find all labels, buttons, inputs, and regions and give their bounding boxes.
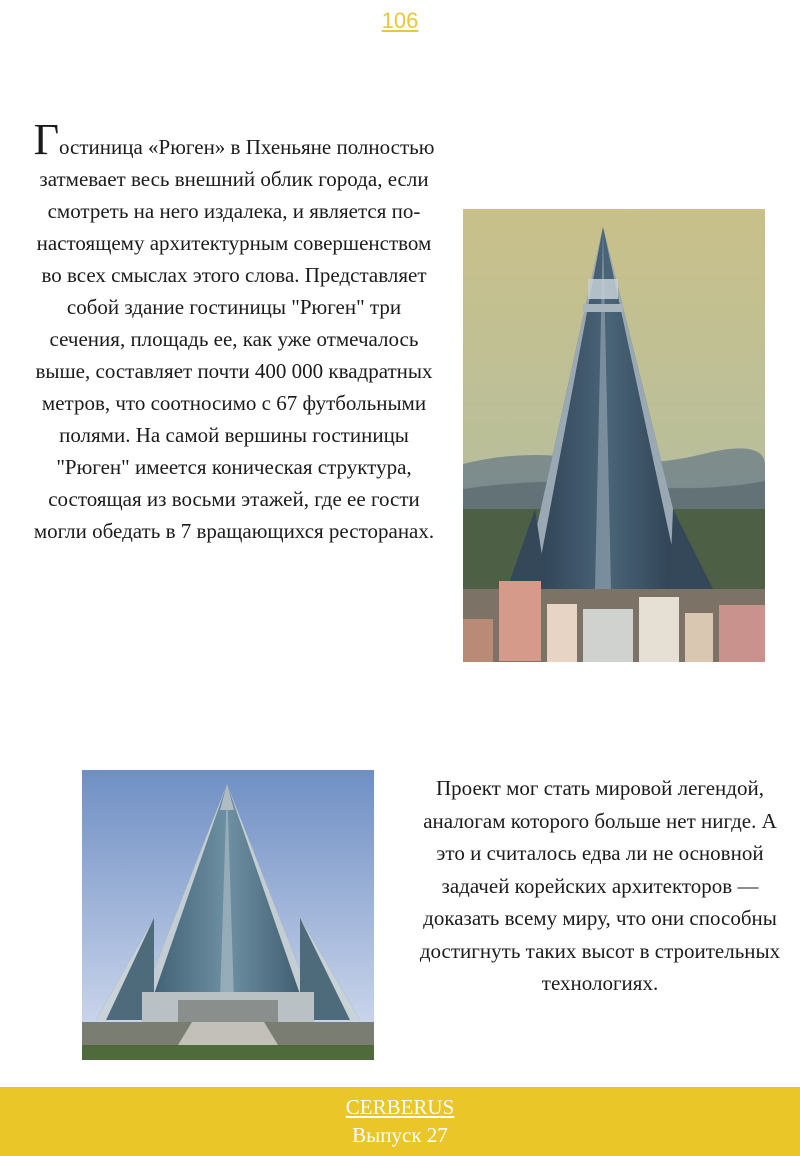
hotel-closeup-illustration: [82, 770, 374, 1060]
magazine-brand-link[interactable]: CERBERUS: [345, 1095, 455, 1119]
drop-cap: Г: [33, 115, 59, 164]
hotel-closeup-photo: [82, 770, 374, 1060]
footer-bar: [0, 1087, 800, 1156]
article-paragraph-2: Проект мог стать мировой легендой, аналогам которого больше нет нигде. А это и считалось едва ли не основной задачей корейских архитекторов — доказать всему миру, что они способны достигнуть таких высот в строительных технологиях.: [419, 776, 781, 995]
paragraph-1-text: остиница «Рюген» в Пхеньяне полностью затмевает весь внешний облик города, если смотреть на него издалека, и является по-настоящему архитектурным совершенством во всех смыслах этого слова. Представляет собой здание гостиницы "Рюген" три сечения, площадь ее, как уже отмечалось выше, составляет почти 400 000 квадратных метров, что соотносимо с 67 футбольными полями. На самой вершины гостиницы "Рюген" имеется коническая структура, состоящая из восьми этажей, где ее гости могли обедать в 7 вращающихся ресторанах.: [33, 135, 435, 543]
issue-label: Выпуск 27: [352, 1123, 448, 1147]
article-paragraph-1: [28, 115, 440, 547]
hotel-cityscape-illustration: [463, 209, 765, 662]
page-number[interactable]: 106: [381, 8, 419, 33]
hotel-cityscape-photo: [463, 209, 765, 662]
